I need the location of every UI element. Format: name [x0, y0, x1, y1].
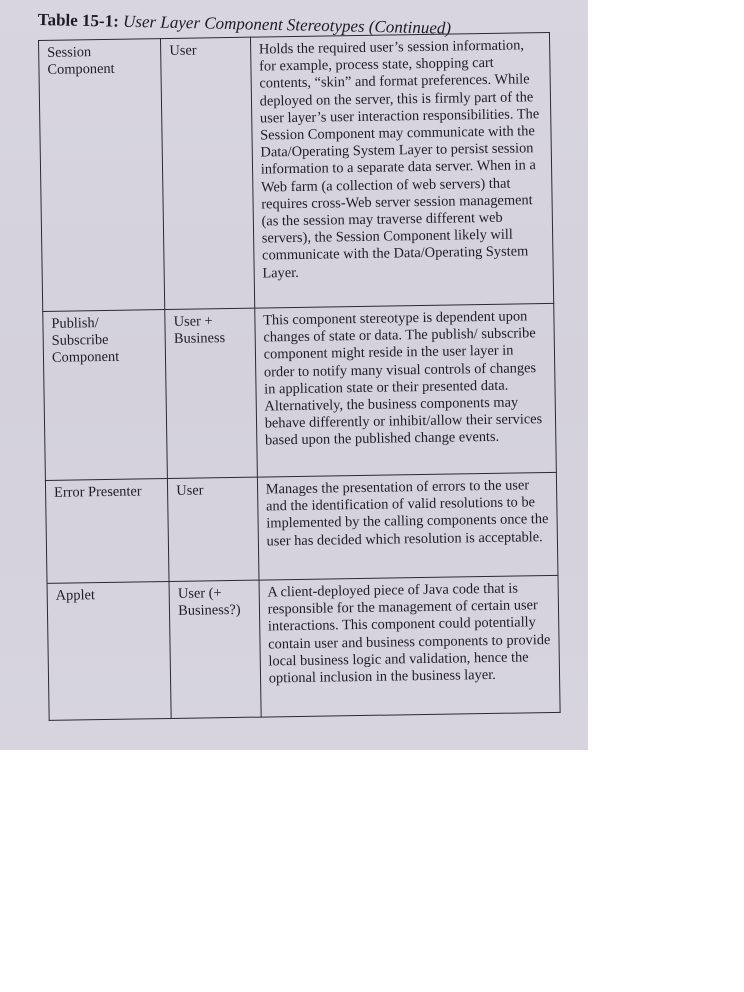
- description-cell: A client-deployed piece of Java code that is responsible for the management of certain user interactions. This component could potentially contain user and business components to provide local business logic and validation, hence the optional inclusion in the business layer.: [259, 575, 560, 717]
- table-row: [43, 303, 557, 480]
- layer-cell: User + Business: [165, 308, 257, 478]
- layer-cell: User: [168, 477, 259, 581]
- component-name-cell: Publish/ Subscribe Component: [43, 310, 168, 481]
- table-caption-title: User Layer Component Stereotypes (Continued): [122, 11, 452, 38]
- description-cell: Holds the required user’s session information, for example, process state, shopping cart contents, “skin” and format preferences. While deployed on the server, this is firmly part of the user layer’s user interaction responsibilities. The Session Component may communicate with the Data/Operating System Layer to persist session information to a separate data server. When in a Web farm (a collection of web servers) that requires cross-Web server session management (as the session may traverse different web servers), the Session Component likely will communicate with the Data/Operating System Layer.: [250, 32, 554, 308]
- description-cell: Manages the presentation of errors to the user and the identification of valid resolutions to be implemented by the calling components once the user has decided which resolution is acceptable.: [257, 472, 558, 580]
- component-name-cell: Applet: [47, 582, 171, 721]
- table-row: [39, 32, 554, 311]
- table-row: [47, 575, 560, 720]
- table-row: [45, 472, 558, 583]
- layer-cell: User: [161, 37, 255, 309]
- component-name-cell: Session Component: [39, 39, 165, 312]
- component-name-cell: Error Presenter: [45, 479, 169, 584]
- component-stereotypes-table: [38, 32, 561, 721]
- table-caption-number: Table 15-1:: [37, 10, 120, 31]
- layer-cell: User (+ Business?): [169, 580, 261, 718]
- description-cell: This component stereotype is dependent upon changes of state or data. The publish/ subscribe component might reside in the user layer in order to notify many visual controls of changes in application state or their presented data. Alternatively, the business components may behave differently or inhibit/allow their services based upon the published change events.: [254, 303, 556, 477]
